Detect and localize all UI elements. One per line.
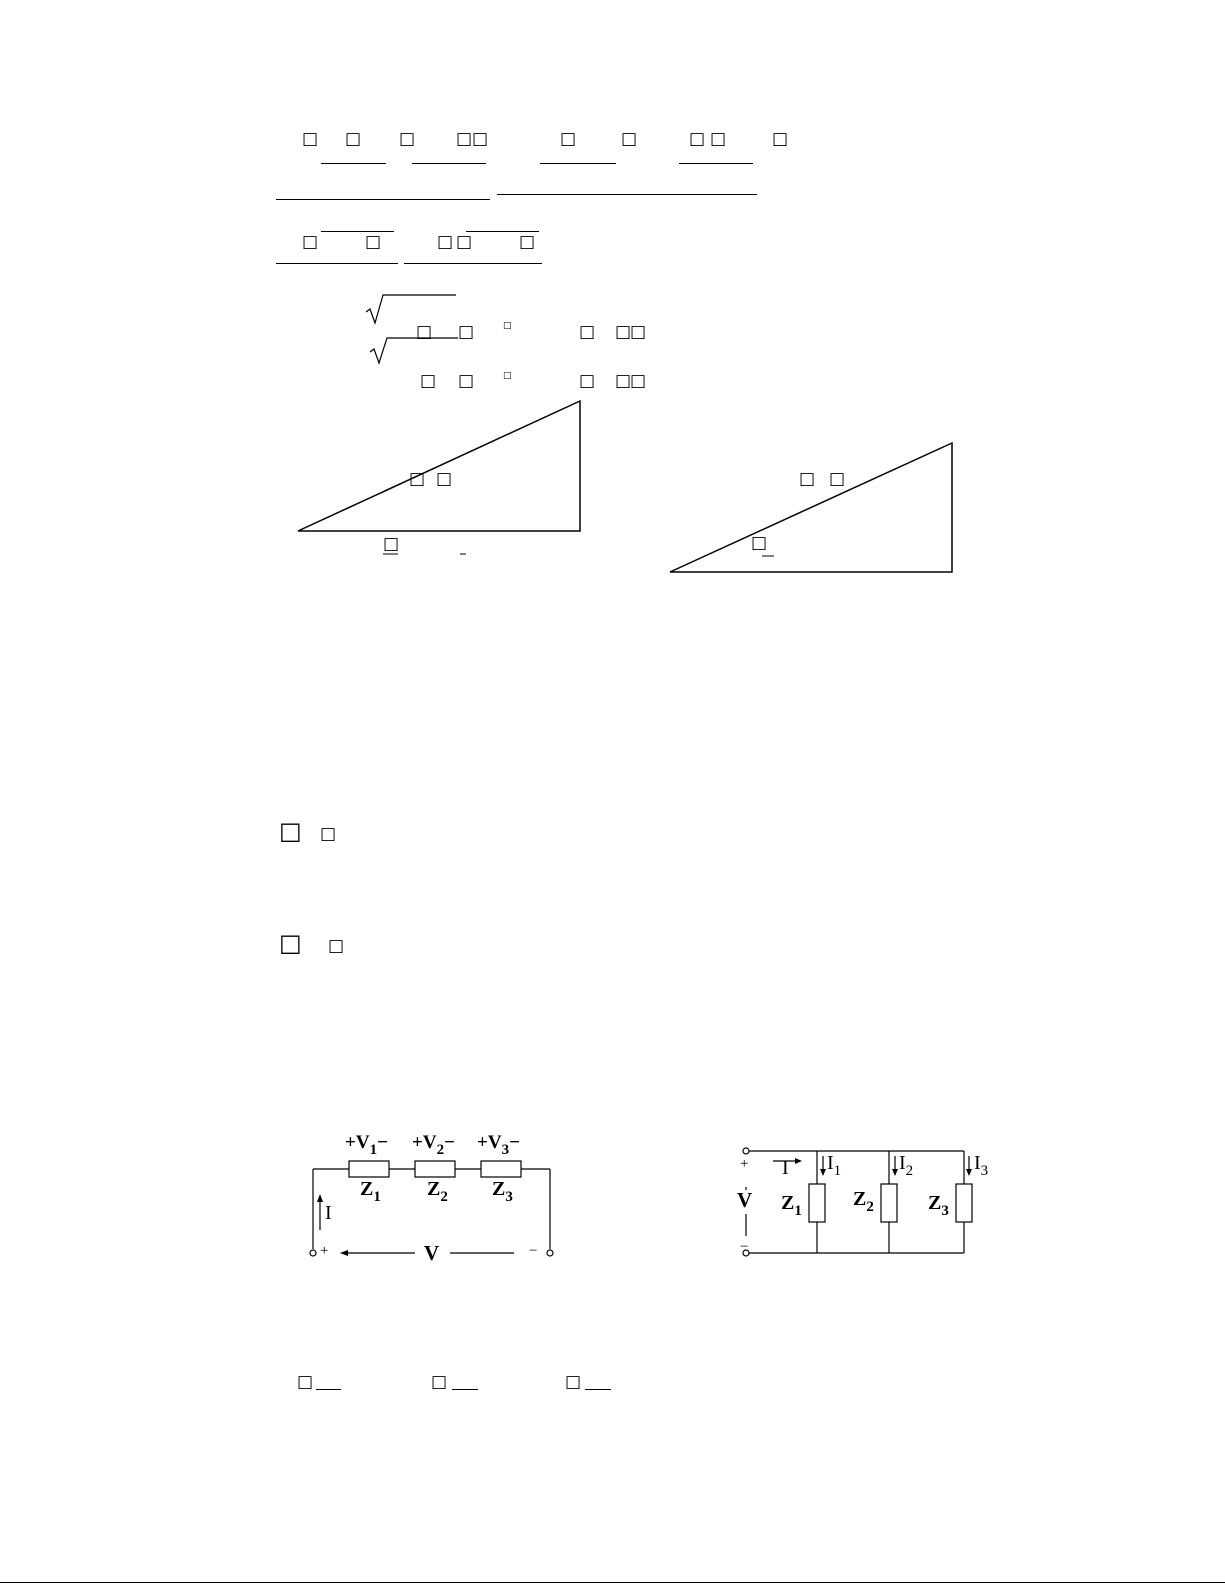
equation-symbol: □ (345, 129, 362, 149)
fraction-bar (540, 163, 616, 164)
equation-symbol: □ (560, 129, 577, 149)
equation-symbol: □ (503, 371, 512, 381)
triangle-label: □ (829, 469, 846, 489)
fraction-bar (679, 163, 753, 164)
current-label: I (782, 1157, 789, 1179)
fraction-bar (276, 199, 490, 200)
branch-current-i2: $I_2$ (899, 1152, 914, 1179)
equation-symbol: □ (456, 129, 473, 149)
equation-symbol: □ (302, 232, 319, 252)
overline (466, 231, 539, 232)
equation-symbol: □ (630, 322, 647, 342)
series-circuit (300, 1128, 565, 1268)
equation-symbol: □ (458, 322, 475, 342)
fraction-bar (321, 163, 386, 164)
fraction-bar (412, 163, 486, 164)
voltage-label: V (424, 1241, 440, 1265)
equation-symbol: □ (630, 371, 647, 391)
branch-current-i1: $I_1$ (827, 1152, 842, 1179)
minus-terminal-label: − (529, 1243, 538, 1259)
fraction-bar (452, 1389, 478, 1390)
parallel-circuit (735, 1140, 1000, 1270)
equation-symbol: □ (472, 129, 489, 149)
equation-symbol: □ (297, 1372, 314, 1392)
voltage-label-v3: $+V_3-$ (477, 1132, 520, 1158)
equation-symbol: □ (710, 129, 727, 149)
voltage-label-v1: $+V_1-$ (345, 1132, 388, 1158)
equation-symbol: □ (437, 232, 454, 252)
triangle-label: □ (409, 469, 426, 489)
sqrt-sign (364, 292, 464, 326)
equation-symbol: □ (320, 824, 337, 844)
equation-symbol: □ (458, 371, 475, 391)
equation-symbol: □ (579, 322, 596, 342)
impedance-label-z3: $Z_3$ (928, 1192, 949, 1219)
equation-symbol: □ (615, 322, 632, 342)
minus-terminal-label: − (740, 1239, 749, 1255)
equation-symbol: □ (689, 129, 706, 149)
page-bottom-rule (0, 1582, 1225, 1583)
equation-symbol: □ (772, 129, 789, 149)
fraction-bar (316, 1389, 341, 1390)
fraction-bar (404, 263, 542, 264)
equation-symbol: □ (420, 371, 437, 391)
equation-symbol: □ (456, 232, 473, 252)
impedance-label-z2: $Z_2$ (853, 1188, 874, 1215)
equation-symbol: □ (519, 232, 536, 252)
voltage-label-v2: $+V_2-$ (412, 1132, 455, 1158)
triangle-label: □ (799, 469, 816, 489)
branch-current-i3: $I_3$ (974, 1152, 989, 1179)
voltage-label: V (737, 1188, 753, 1212)
fraction-bar (497, 194, 757, 195)
fraction-bar (585, 1389, 611, 1390)
impedance-label-z1: $Z_1$ (360, 1178, 381, 1205)
impedance-label-z3: $Z_3$ (492, 1178, 513, 1205)
impedance-triangle-right (662, 438, 962, 580)
current-label: I (325, 1202, 332, 1224)
equation-symbol: □ (431, 1372, 448, 1392)
equation-symbol: □ (328, 936, 345, 956)
triangle-label: □ (751, 533, 768, 553)
equation-symbol: □ (565, 1372, 582, 1392)
equation-symbol: □ (416, 322, 433, 342)
equation-symbol: □ (503, 321, 512, 331)
triangle-label: □ (436, 469, 453, 489)
equation-symbol: □ (621, 129, 638, 149)
equation-symbol: □ (365, 232, 382, 252)
equation-symbol: □ (279, 817, 302, 845)
equation-symbol: □ (579, 371, 596, 391)
equation-symbol: □ (399, 129, 416, 149)
equation-symbol: □ (302, 129, 319, 149)
equation-symbol: □ (615, 371, 632, 391)
overline (321, 231, 394, 232)
plus-terminal-label: + (740, 1156, 749, 1172)
impedance-label-z2: $Z_2$ (427, 1178, 448, 1205)
impedance-label-z1: $Z_1$ (781, 1192, 802, 1219)
fraction-bar (276, 263, 398, 264)
triangle-label: □ (383, 534, 400, 554)
plus-terminal-label: + (320, 1243, 329, 1259)
equation-symbol: □ (279, 929, 302, 957)
